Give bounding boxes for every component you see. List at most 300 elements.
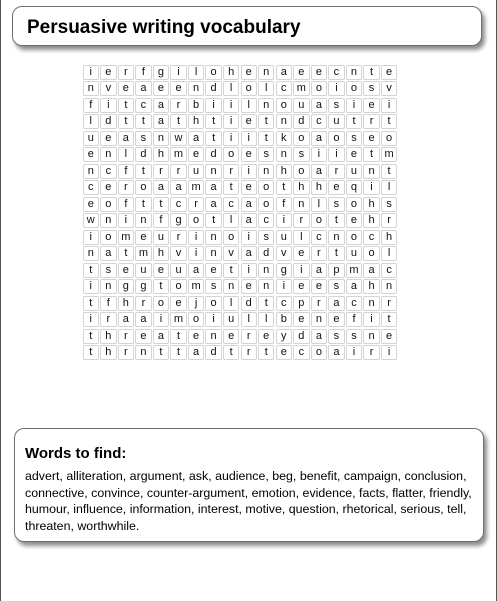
grid-cell[interactable]: i: [346, 345, 362, 360]
grid-cell[interactable]: e: [328, 312, 344, 327]
grid-cell[interactable]: t: [135, 114, 151, 129]
grid-cell[interactable]: e: [153, 263, 169, 278]
grid-cell[interactable]: f: [83, 98, 99, 113]
grid-cell[interactable]: d: [293, 114, 309, 129]
grid-cell[interactable]: e: [205, 263, 221, 278]
grid-cell[interactable]: o: [346, 81, 362, 96]
grid-cell[interactable]: b: [188, 98, 204, 113]
grid-cell[interactable]: s: [135, 131, 151, 146]
grid-cell[interactable]: u: [346, 246, 362, 261]
grid-cell[interactable]: r: [241, 329, 257, 344]
grid-cell[interactable]: l: [118, 147, 134, 162]
grid-cell[interactable]: t: [153, 345, 169, 360]
grid-cell[interactable]: c: [311, 114, 327, 129]
grid-cell[interactable]: o: [258, 180, 274, 195]
grid-cell[interactable]: l: [381, 180, 397, 195]
grid-cell[interactable]: e: [100, 65, 116, 80]
grid-cell[interactable]: n: [258, 263, 274, 278]
grid-cell[interactable]: r: [381, 296, 397, 311]
grid-cell[interactable]: a: [311, 263, 327, 278]
grid-cell[interactable]: t: [223, 263, 239, 278]
grid-cell[interactable]: o: [293, 131, 309, 146]
grid-cell[interactable]: a: [118, 131, 134, 146]
grid-cell[interactable]: r: [311, 296, 327, 311]
grid-cell[interactable]: h: [381, 230, 397, 245]
grid-cell[interactable]: u: [83, 131, 99, 146]
grid-cell[interactable]: i: [276, 213, 292, 228]
grid-cell[interactable]: u: [293, 98, 309, 113]
grid-cell[interactable]: n: [100, 147, 116, 162]
grid-cell[interactable]: m: [135, 246, 151, 261]
grid-cell[interactable]: k: [276, 131, 292, 146]
grid-cell[interactable]: a: [205, 180, 221, 195]
grid-cell[interactable]: d: [135, 147, 151, 162]
grid-cell[interactable]: h: [293, 180, 309, 195]
grid-cell[interactable]: p: [328, 263, 344, 278]
grid-cell[interactable]: u: [135, 263, 151, 278]
grid-cell[interactable]: u: [328, 114, 344, 129]
grid-cell[interactable]: c: [170, 197, 186, 212]
grid-cell[interactable]: c: [100, 164, 116, 179]
grid-cell[interactable]: o: [311, 81, 327, 96]
grid-cell[interactable]: t: [363, 147, 379, 162]
grid-cell[interactable]: m: [118, 230, 134, 245]
grid-cell[interactable]: r: [363, 345, 379, 360]
grid-cell[interactable]: h: [153, 246, 169, 261]
grid-cell[interactable]: f: [135, 65, 151, 80]
grid-cell[interactable]: e: [293, 65, 309, 80]
grid-cell[interactable]: a: [135, 81, 151, 96]
grid-cell[interactable]: g: [135, 279, 151, 294]
grid-cell[interactable]: o: [153, 296, 169, 311]
grid-cell[interactable]: a: [276, 65, 292, 80]
grid-cell[interactable]: t: [205, 213, 221, 228]
grid-cell[interactable]: h: [223, 65, 239, 80]
grid-cell[interactable]: m: [381, 147, 397, 162]
grid-cell[interactable]: a: [153, 114, 169, 129]
grid-cell[interactable]: n: [205, 246, 221, 261]
grid-cell[interactable]: i: [188, 246, 204, 261]
grid-cell[interactable]: e: [363, 131, 379, 146]
grid-cell[interactable]: e: [100, 131, 116, 146]
grid-cell[interactable]: g: [170, 213, 186, 228]
grid-cell[interactable]: a: [153, 180, 169, 195]
grid-cell[interactable]: r: [118, 329, 134, 344]
grid-cell[interactable]: f: [100, 296, 116, 311]
grid-cell[interactable]: q: [346, 180, 362, 195]
grid-cell[interactable]: r: [100, 312, 116, 327]
grid-cell[interactable]: f: [153, 213, 169, 228]
grid-cell[interactable]: e: [100, 180, 116, 195]
grid-cell[interactable]: n: [311, 312, 327, 327]
grid-cell[interactable]: a: [241, 246, 257, 261]
grid-cell[interactable]: r: [381, 213, 397, 228]
grid-cell[interactable]: u: [276, 230, 292, 245]
grid-cell[interactable]: c: [293, 345, 309, 360]
grid-cell[interactable]: a: [135, 312, 151, 327]
grid-cell[interactable]: t: [83, 345, 99, 360]
grid-cell[interactable]: s: [363, 81, 379, 96]
grid-cell[interactable]: t: [205, 114, 221, 129]
grid-cell[interactable]: n: [276, 114, 292, 129]
grid-cell[interactable]: o: [293, 164, 309, 179]
grid-cell[interactable]: n: [258, 164, 274, 179]
grid-cell[interactable]: m: [346, 263, 362, 278]
grid-cell[interactable]: n: [223, 279, 239, 294]
grid-cell[interactable]: i: [83, 230, 99, 245]
grid-cell[interactable]: c: [83, 180, 99, 195]
grid-cell[interactable]: e: [223, 329, 239, 344]
grid-cell[interactable]: s: [346, 329, 362, 344]
grid-cell[interactable]: i: [153, 312, 169, 327]
grid-cell[interactable]: r: [118, 180, 134, 195]
grid-cell[interactable]: t: [328, 246, 344, 261]
grid-cell[interactable]: t: [153, 197, 169, 212]
grid-cell[interactable]: a: [100, 246, 116, 261]
grid-cell[interactable]: f: [118, 164, 134, 179]
grid-cell[interactable]: c: [276, 296, 292, 311]
grid-cell[interactable]: t: [170, 329, 186, 344]
grid-cell[interactable]: e: [135, 329, 151, 344]
grid-cell[interactable]: o: [363, 246, 379, 261]
grid-cell[interactable]: d: [205, 345, 221, 360]
grid-cell[interactable]: n: [258, 98, 274, 113]
grid-cell[interactable]: e: [346, 213, 362, 228]
grid-cell[interactable]: i: [328, 147, 344, 162]
grid-cell[interactable]: e: [83, 197, 99, 212]
grid-cell[interactable]: i: [311, 147, 327, 162]
grid-cell[interactable]: i: [83, 65, 99, 80]
grid-cell[interactable]: t: [381, 312, 397, 327]
grid-cell[interactable]: s: [328, 279, 344, 294]
grid-cell[interactable]: a: [205, 197, 221, 212]
grid-cell[interactable]: s: [258, 230, 274, 245]
grid-cell[interactable]: t: [118, 246, 134, 261]
grid-cell[interactable]: i: [293, 263, 309, 278]
grid-cell[interactable]: t: [118, 98, 134, 113]
grid-cell[interactable]: m: [293, 81, 309, 96]
grid-cell[interactable]: o: [346, 230, 362, 245]
grid-cell[interactable]: r: [293, 213, 309, 228]
grid-cell[interactable]: v: [223, 246, 239, 261]
grid-cell[interactable]: o: [205, 296, 221, 311]
grid-cell[interactable]: a: [311, 164, 327, 179]
grid-cell[interactable]: s: [328, 197, 344, 212]
grid-cell[interactable]: n: [188, 81, 204, 96]
grid-cell[interactable]: h: [100, 345, 116, 360]
grid-cell[interactable]: t: [276, 180, 292, 195]
grid-cell[interactable]: l: [258, 312, 274, 327]
grid-cell[interactable]: r: [170, 98, 186, 113]
grid-cell[interactable]: n: [83, 81, 99, 96]
grid-cell[interactable]: n: [100, 213, 116, 228]
grid-cell[interactable]: t: [205, 131, 221, 146]
grid-cell[interactable]: r: [170, 164, 186, 179]
grid-cell[interactable]: r: [118, 345, 134, 360]
grid-cell[interactable]: n: [135, 213, 151, 228]
grid-cell[interactable]: c: [223, 197, 239, 212]
grid-cell[interactable]: a: [241, 197, 257, 212]
grid-cell[interactable]: o: [258, 197, 274, 212]
grid-cell[interactable]: t: [258, 131, 274, 146]
grid-cell[interactable]: h: [311, 180, 327, 195]
grid-cell[interactable]: e: [241, 114, 257, 129]
grid-cell[interactable]: o: [100, 230, 116, 245]
grid-cell[interactable]: e: [311, 279, 327, 294]
grid-cell[interactable]: g: [118, 279, 134, 294]
grid-cell[interactable]: r: [135, 296, 151, 311]
grid-cell[interactable]: h: [363, 197, 379, 212]
grid-cell[interactable]: o: [100, 197, 116, 212]
grid-cell[interactable]: l: [381, 246, 397, 261]
grid-cell[interactable]: h: [153, 147, 169, 162]
grid-cell[interactable]: s: [328, 98, 344, 113]
grid-cell[interactable]: c: [258, 213, 274, 228]
grid-cell[interactable]: l: [223, 213, 239, 228]
grid-cell[interactable]: i: [223, 114, 239, 129]
grid-cell[interactable]: e: [293, 312, 309, 327]
grid-cell[interactable]: s: [293, 147, 309, 162]
grid-cell[interactable]: m: [170, 312, 186, 327]
grid-cell[interactable]: i: [223, 131, 239, 146]
grid-cell[interactable]: c: [276, 81, 292, 96]
grid-cell[interactable]: t: [135, 164, 151, 179]
grid-cell[interactable]: n: [346, 65, 362, 80]
grid-cell[interactable]: t: [118, 114, 134, 129]
grid-cell[interactable]: e: [170, 81, 186, 96]
grid-cell[interactable]: w: [83, 213, 99, 228]
grid-cell[interactable]: t: [258, 114, 274, 129]
grid-cell[interactable]: e: [346, 147, 362, 162]
grid-cell[interactable]: b: [276, 312, 292, 327]
grid-cell[interactable]: d: [293, 329, 309, 344]
grid-cell[interactable]: o: [311, 345, 327, 360]
grid-cell[interactable]: d: [241, 296, 257, 311]
grid-cell[interactable]: d: [258, 246, 274, 261]
grid-cell[interactable]: h: [100, 329, 116, 344]
grid-cell[interactable]: e: [276, 345, 292, 360]
grid-cell[interactable]: r: [311, 246, 327, 261]
grid-cell[interactable]: h: [363, 279, 379, 294]
grid-cell[interactable]: c: [363, 230, 379, 245]
grid-cell[interactable]: o: [135, 180, 151, 195]
grid-cell[interactable]: n: [135, 345, 151, 360]
grid-cell[interactable]: l: [241, 312, 257, 327]
grid-cell[interactable]: l: [311, 197, 327, 212]
grid-cell[interactable]: n: [205, 164, 221, 179]
grid-cell[interactable]: e: [241, 65, 257, 80]
grid-cell[interactable]: s: [205, 279, 221, 294]
grid-cell[interactable]: y: [276, 329, 292, 344]
grid-cell[interactable]: e: [241, 180, 257, 195]
grid-cell[interactable]: c: [135, 98, 151, 113]
grid-cell[interactable]: s: [100, 263, 116, 278]
grid-cell[interactable]: n: [363, 296, 379, 311]
grid-cell[interactable]: s: [258, 147, 274, 162]
grid-cell[interactable]: i: [188, 230, 204, 245]
grid-cell[interactable]: i: [205, 98, 221, 113]
grid-cell[interactable]: n: [205, 230, 221, 245]
grid-cell[interactable]: e: [311, 65, 327, 80]
grid-cell[interactable]: s: [381, 197, 397, 212]
grid-cell[interactable]: m: [188, 180, 204, 195]
grid-cell[interactable]: t: [258, 296, 274, 311]
grid-cell[interactable]: v: [170, 246, 186, 261]
grid-cell[interactable]: a: [363, 263, 379, 278]
grid-cell[interactable]: n: [293, 197, 309, 212]
grid-cell[interactable]: a: [311, 329, 327, 344]
grid-cell[interactable]: e: [363, 98, 379, 113]
grid-cell[interactable]: a: [241, 213, 257, 228]
grid-cell[interactable]: n: [205, 329, 221, 344]
grid-cell[interactable]: i: [205, 312, 221, 327]
grid-cell[interactable]: e: [83, 147, 99, 162]
grid-cell[interactable]: e: [118, 263, 134, 278]
grid-cell[interactable]: o: [276, 98, 292, 113]
grid-cell[interactable]: t: [381, 114, 397, 129]
grid-cell[interactable]: c: [346, 296, 362, 311]
grid-cell[interactable]: s: [328, 329, 344, 344]
grid-cell[interactable]: i: [241, 263, 257, 278]
grid-cell[interactable]: j: [188, 296, 204, 311]
grid-cell[interactable]: r: [170, 230, 186, 245]
grid-cell[interactable]: o: [223, 147, 239, 162]
grid-cell[interactable]: n: [100, 279, 116, 294]
grid-cell[interactable]: r: [223, 164, 239, 179]
grid-cell[interactable]: p: [293, 296, 309, 311]
grid-cell[interactable]: e: [293, 246, 309, 261]
grid-cell[interactable]: t: [258, 345, 274, 360]
grid-cell[interactable]: u: [346, 164, 362, 179]
grid-cell[interactable]: i: [83, 312, 99, 327]
grid-cell[interactable]: e: [188, 147, 204, 162]
grid-cell[interactable]: i: [346, 98, 362, 113]
grid-cell[interactable]: f: [276, 197, 292, 212]
grid-cell[interactable]: h: [363, 213, 379, 228]
grid-cell[interactable]: a: [170, 180, 186, 195]
grid-cell[interactable]: d: [205, 81, 221, 96]
grid-cell[interactable]: a: [311, 131, 327, 146]
grid-cell[interactable]: o: [188, 312, 204, 327]
grid-cell[interactable]: i: [363, 312, 379, 327]
grid-cell[interactable]: t: [363, 65, 379, 80]
grid-cell[interactable]: l: [293, 230, 309, 245]
grid-cell[interactable]: d: [100, 114, 116, 129]
grid-cell[interactable]: l: [223, 81, 239, 96]
grid-cell[interactable]: v: [100, 81, 116, 96]
grid-cell[interactable]: i: [170, 65, 186, 80]
grid-cell[interactable]: e: [153, 81, 169, 96]
grid-cell[interactable]: i: [100, 98, 116, 113]
grid-cell[interactable]: t: [381, 164, 397, 179]
grid-cell[interactable]: i: [276, 279, 292, 294]
grid-cell[interactable]: i: [83, 279, 99, 294]
grid-cell[interactable]: e: [293, 279, 309, 294]
grid-cell[interactable]: o: [381, 131, 397, 146]
grid-cell[interactable]: o: [311, 213, 327, 228]
grid-cell[interactable]: o: [223, 230, 239, 245]
grid-cell[interactable]: t: [346, 114, 362, 129]
grid-cell[interactable]: u: [223, 312, 239, 327]
grid-cell[interactable]: t: [328, 213, 344, 228]
grid-cell[interactable]: c: [328, 65, 344, 80]
grid-cell[interactable]: h: [276, 164, 292, 179]
grid-cell[interactable]: e: [381, 65, 397, 80]
grid-cell[interactable]: n: [83, 164, 99, 179]
grid-cell[interactable]: t: [170, 345, 186, 360]
grid-cell[interactable]: l: [83, 114, 99, 129]
grid-cell[interactable]: v: [381, 81, 397, 96]
grid-cell[interactable]: r: [153, 164, 169, 179]
grid-cell[interactable]: t: [223, 180, 239, 195]
grid-cell[interactable]: n: [363, 164, 379, 179]
grid-cell[interactable]: n: [276, 147, 292, 162]
grid-cell[interactable]: a: [346, 279, 362, 294]
grid-cell[interactable]: a: [311, 98, 327, 113]
grid-cell[interactable]: s: [346, 131, 362, 146]
grid-cell[interactable]: v: [276, 246, 292, 261]
grid-cell[interactable]: i: [241, 164, 257, 179]
grid-cell[interactable]: l: [223, 296, 239, 311]
grid-cell[interactable]: n: [258, 65, 274, 80]
grid-cell[interactable]: g: [153, 65, 169, 80]
grid-cell[interactable]: e: [381, 329, 397, 344]
grid-cell[interactable]: n: [153, 131, 169, 146]
grid-cell[interactable]: e: [328, 180, 344, 195]
grid-cell[interactable]: a: [328, 345, 344, 360]
grid-cell[interactable]: u: [170, 263, 186, 278]
grid-cell[interactable]: e: [258, 329, 274, 344]
grid-cell[interactable]: i: [118, 213, 134, 228]
grid-cell[interactable]: d: [205, 147, 221, 162]
grid-cell[interactable]: o: [170, 279, 186, 294]
grid-cell[interactable]: u: [153, 230, 169, 245]
grid-cell[interactable]: g: [276, 263, 292, 278]
grid-cell[interactable]: t: [223, 345, 239, 360]
grid-cell[interactable]: a: [328, 296, 344, 311]
grid-cell[interactable]: a: [188, 345, 204, 360]
grid-cell[interactable]: n: [381, 279, 397, 294]
grid-cell[interactable]: e: [118, 81, 134, 96]
grid-cell[interactable]: t: [83, 329, 99, 344]
grid-cell[interactable]: i: [223, 98, 239, 113]
grid-cell[interactable]: l: [188, 65, 204, 80]
grid-cell[interactable]: i: [241, 131, 257, 146]
grid-cell[interactable]: w: [170, 131, 186, 146]
grid-cell[interactable]: h: [188, 114, 204, 129]
grid-cell[interactable]: i: [381, 98, 397, 113]
grid-cell[interactable]: m: [188, 279, 204, 294]
grid-cell[interactable]: i: [381, 345, 397, 360]
grid-cell[interactable]: f: [118, 197, 134, 212]
grid-cell[interactable]: r: [328, 164, 344, 179]
grid-cell[interactable]: e: [188, 329, 204, 344]
grid-cell[interactable]: a: [153, 329, 169, 344]
grid-cell[interactable]: e: [170, 296, 186, 311]
grid-cell[interactable]: o: [346, 197, 362, 212]
grid-cell[interactable]: o: [241, 81, 257, 96]
grid-cell[interactable]: t: [170, 114, 186, 129]
grid-cell[interactable]: a: [188, 131, 204, 146]
grid-cell[interactable]: n: [328, 230, 344, 245]
grid-cell[interactable]: r: [241, 345, 257, 360]
grid-cell[interactable]: t: [83, 296, 99, 311]
grid-cell[interactable]: f: [346, 312, 362, 327]
grid-cell[interactable]: l: [258, 81, 274, 96]
grid-cell[interactable]: c: [311, 230, 327, 245]
grid-cell[interactable]: e: [135, 230, 151, 245]
grid-cell[interactable]: c: [381, 263, 397, 278]
